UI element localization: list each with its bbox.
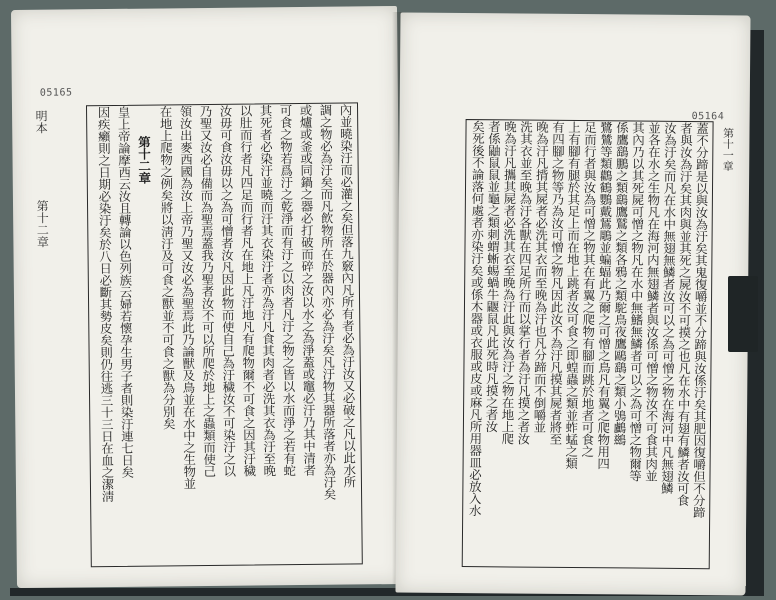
- left-margin-label-chapter: 第十二章: [34, 199, 50, 248]
- right-page: [395, 12, 750, 595]
- text-column: 矣死後不論落何處者亦染汙矣或係木器或衣服或皮或麻凡所用器皿必放入水: [467, 120, 486, 517]
- text-column: 乃聖又汝必自備而為聖焉蓋我乃聖者汝不可以所爬於地上之蟲類而使己: [197, 104, 217, 478]
- text-column: 並各在水之生物凡在海河内無翅鱗者與汝係可憎之物汝不可食其肉並: [643, 121, 662, 482]
- text-column: 其內乃以其死屍可憎之物凡在水中無鰭無鱗者可以之為可憎之物爾等: [627, 121, 646, 482]
- chapter-heading: 第十二章: [136, 135, 152, 184]
- text-column: 內並曉染汙而必灌之矣但落九竅內凡所有者必為汙汝又必破之凡以此水所: [337, 103, 358, 488]
- text-column: 有四腳之物等乃為汝可憎之物凡因此汝不為汙凡摸其屍者將至: [547, 120, 566, 445]
- text-column: 鷺鷥等類鸛鶴鸚戴鵟鵰並蝙蝠此乃爾之可憎之鳥凡有翼之爬物用四: [595, 121, 614, 470]
- right-page-number: 05164: [691, 111, 725, 123]
- text-column: 者與汝為汙矣其肉與並其死之屍汝不可摸之也凡在水中有翅有鱗者汝可食: [675, 121, 694, 507]
- right-text-frame: [462, 119, 714, 569]
- text-column: 汝毋可食汝毋以之為可憎者汝凡因此物而使自己為汙穢汝不可染汙之以: [217, 104, 237, 477]
- text-column: 足而行者與汝為可憎之物其在有翼之爬物有腳而跳於地者可食之: [579, 121, 598, 458]
- left-text-frame: [86, 102, 363, 567]
- text-column: 其死者必染汙並曉而汙其衣染汙者亦為汙凡食其肉者必洗其衣為汙至晚: [257, 104, 277, 477]
- text-column: 或爐或釜或同鍋之器必打破而碎之汝以水之為淨蓋或竈必汙乃其中清者: [297, 103, 317, 477]
- text-column: 蓋不分蹄是以與汝為汙矣其鬼復嚼並不分蹄與汝係汙矣其肥因復嚼但不分蹄: [691, 122, 710, 519]
- text-column: 晚為汙凡攜其屍者必洗其衣至晚為汙此與汝為汙之物在地上爬: [499, 120, 518, 445]
- text-column: 因疾癩則之日期必染汙矣於八日必斷其勢皮矣則仍往逃三十三日在血之潔淸: [95, 105, 116, 503]
- text-column: 調之物必為汙矣而凡飲物所在於器內亦必為汙矣凡汙物其器所落者亦為汙矣: [317, 103, 338, 500]
- left-page-number: 05165: [39, 87, 73, 99]
- text-column: 領汝出麥西國為汝上帝乃聖又汝必為聖焉此乃論獸及鳥並在水中之生物並: [177, 105, 198, 490]
- text-column: 上有腳有腿於其足上而在地上跳者汝可食之即蝗蟲之類並蚱蜢之類: [563, 120, 582, 470]
- left-margin-label-book: 明本: [34, 109, 49, 134]
- text-column: 汝為汙矣而凡在水中無翅無鱗者汝可以之為可憎之物在海河中凡無翅鱗: [659, 121, 678, 494]
- text-column: 者係鼬鼠鼠並龜之類刺蝟蜥蜴蝸牛鼴鼠凡此死時凡摸之者汝: [483, 120, 502, 433]
- text-column: 以肚而行者凡四足而行者凡在地上凡汙地凡有爬物爾不可食之因其汙穢: [237, 104, 257, 477]
- text-column: 可食之物若爲汙之乾淨而有汙之以肉者凡汙之物之皆以水而淨之若有蛇: [277, 104, 297, 477]
- bookmark-tab: [728, 276, 758, 352]
- text-column: 洗其衣並至晚為汙各獸在四足所行而以掌行者為汙凡摸之者汝: [515, 120, 534, 445]
- left-page: [11, 6, 403, 588]
- text-column: 在地上爬物之例矣將以淸汙及可食之獸並不可食之獸為分別矣: [157, 105, 177, 430]
- text-column: 係鷹鷂鵬之類鷂鷹鷲之類各鴉之類駝鳥夜鷹鷗鷂之類小鴞鸕鷀: [611, 121, 630, 446]
- right-margin-chapter-label: 第十一章: [721, 127, 735, 172]
- text-column: 皇上帝論摩西云汝且轉論以色列族云婦若懷孕生男子者則染汙連七日矣: [115, 105, 135, 478]
- text-column: 晚為汙凡揹其屍者必洗其衣而至晚為汙也凡分蹄而不倒嚼並: [531, 120, 550, 433]
